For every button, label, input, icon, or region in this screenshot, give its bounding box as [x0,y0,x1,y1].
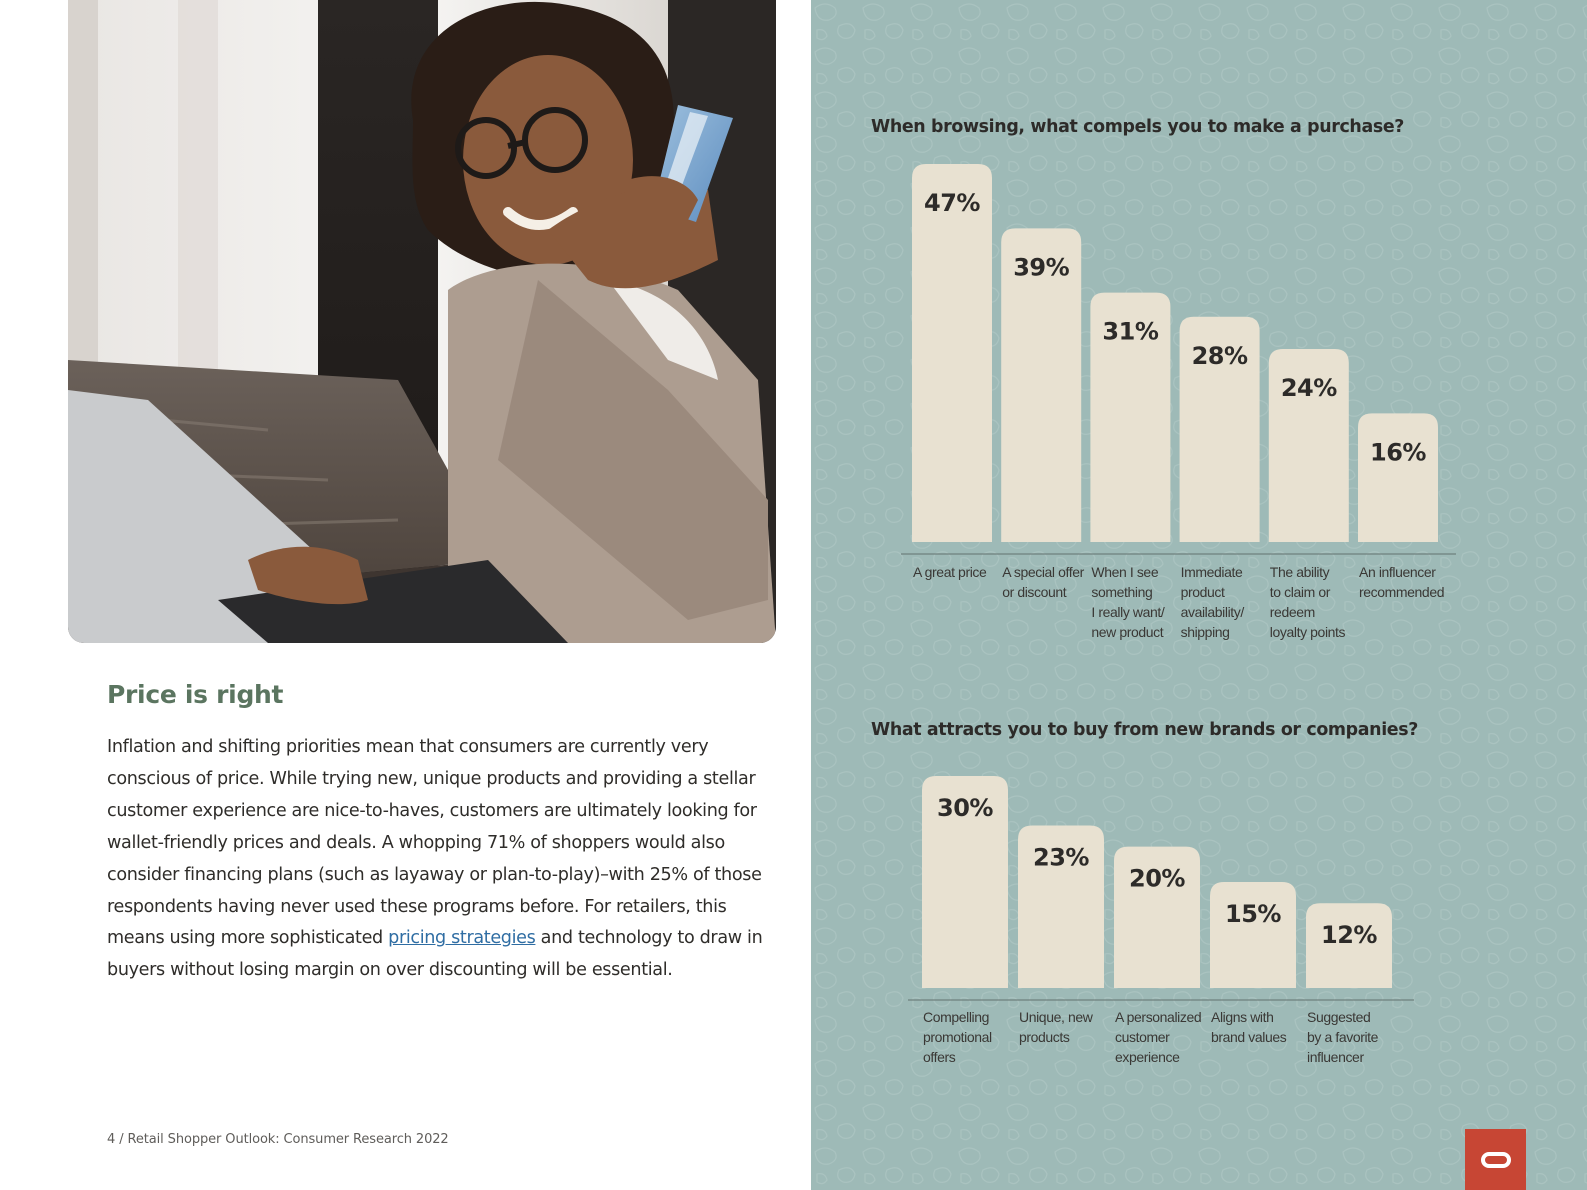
purchase-drivers-chart-title: When browsing, what compels you to make a purchase? [871,117,1405,137]
category-label-line: influencer [1307,1049,1364,1065]
body-paragraph [107,732,767,987]
category-label-line: recommended [1359,584,1445,600]
category-label-line: loyalty points [1269,624,1346,640]
oracle-logo-icon [1465,1129,1526,1190]
category-label-line: experience [1115,1049,1180,1065]
category-label-line: The ability [1269,564,1330,580]
category-label-line: promotional [923,1029,992,1045]
category-label-line: A personalized [1115,1009,1202,1025]
category-label-line: product [1180,584,1225,600]
page-footer: 4 / Retail Shopper Outlook: Consumer Research 2022 [107,1132,449,1147]
bar-4 [1210,882,1296,988]
category-label-line: by a favorite [1307,1029,1379,1045]
category-label-line: to claim or [1269,584,1330,600]
charts-panel [811,0,1587,1190]
category-label-line: Aligns with [1211,1009,1274,1025]
category-label-line: A special offer [1002,564,1084,580]
bar-value-label: 28% [1191,341,1248,370]
bar-1 [912,164,992,542]
category-label-line: shipping [1180,624,1230,640]
category-label-line: something [1091,584,1153,600]
category-label-line: offers [923,1049,956,1065]
category-label-line: Unique, new [1019,1009,1093,1025]
category-label-line: A great price [913,564,987,580]
category-label-line: Suggested [1307,1009,1371,1025]
bar-value-label: 23% [1033,843,1089,872]
bar-value-label: 20% [1129,864,1185,893]
bar-value-label: 15% [1225,900,1281,928]
body-text-after-link: and technology to draw in buyers without losing margin on over discounting will be essential. [107,928,763,981]
bar-6 [1358,413,1438,542]
bar-value-label: 39% [1013,253,1070,282]
bar-value-label: 30% [937,794,993,822]
category-label-line: When I see [1091,564,1159,580]
pricing-strategies-link[interactable]: pricing strategies [388,928,536,949]
category-label-line: new product [1091,624,1164,640]
category-label-line: products [1019,1029,1070,1045]
bar-value-label: 24% [1280,373,1337,402]
body-text-before-link: Inflation and shifting priorities mean that consumers are currently very conscious of price. While trying new, unique products and providing a stellar customer experience are nice-to-haves, customers are ultimately looking for wallet-friendly prices and deals. A whopping 71% of shoppers would also consider financing plans (such as layaway or plan-to-play)–with 25% of those respondents having never used these programs before. For retailers, this means using more sophisticated [107,737,762,949]
category-label-line: Compelling [923,1009,990,1025]
category-label-line: An influencer [1359,564,1436,580]
purchase-drivers-bar-chart [811,150,1587,650]
category-label-line: brand values [1211,1029,1287,1045]
section-heading: Price is right [107,680,284,709]
category-label-line: or discount [1002,584,1067,600]
hero-photo [68,0,776,643]
bar-value-label: 47% [924,189,980,217]
new-brands-bar-chart [811,760,1587,1080]
category-label-line: customer [1115,1029,1170,1045]
category-label-line: redeem [1269,604,1315,620]
category-label-line: I really want/ [1091,604,1165,620]
bar-value-label: 16% [1370,438,1426,467]
logo-ring-shape [1481,1152,1511,1168]
bar-value-label: 31% [1102,317,1159,346]
category-label-line: Immediate [1180,564,1243,580]
bar-value-label: 12% [1321,921,1377,950]
woman-with-credit-card-image [68,0,776,643]
category-label-line: availability/ [1180,604,1244,620]
new-brands-chart-title: What attracts you to buy from new brands or companies? [871,720,1418,740]
